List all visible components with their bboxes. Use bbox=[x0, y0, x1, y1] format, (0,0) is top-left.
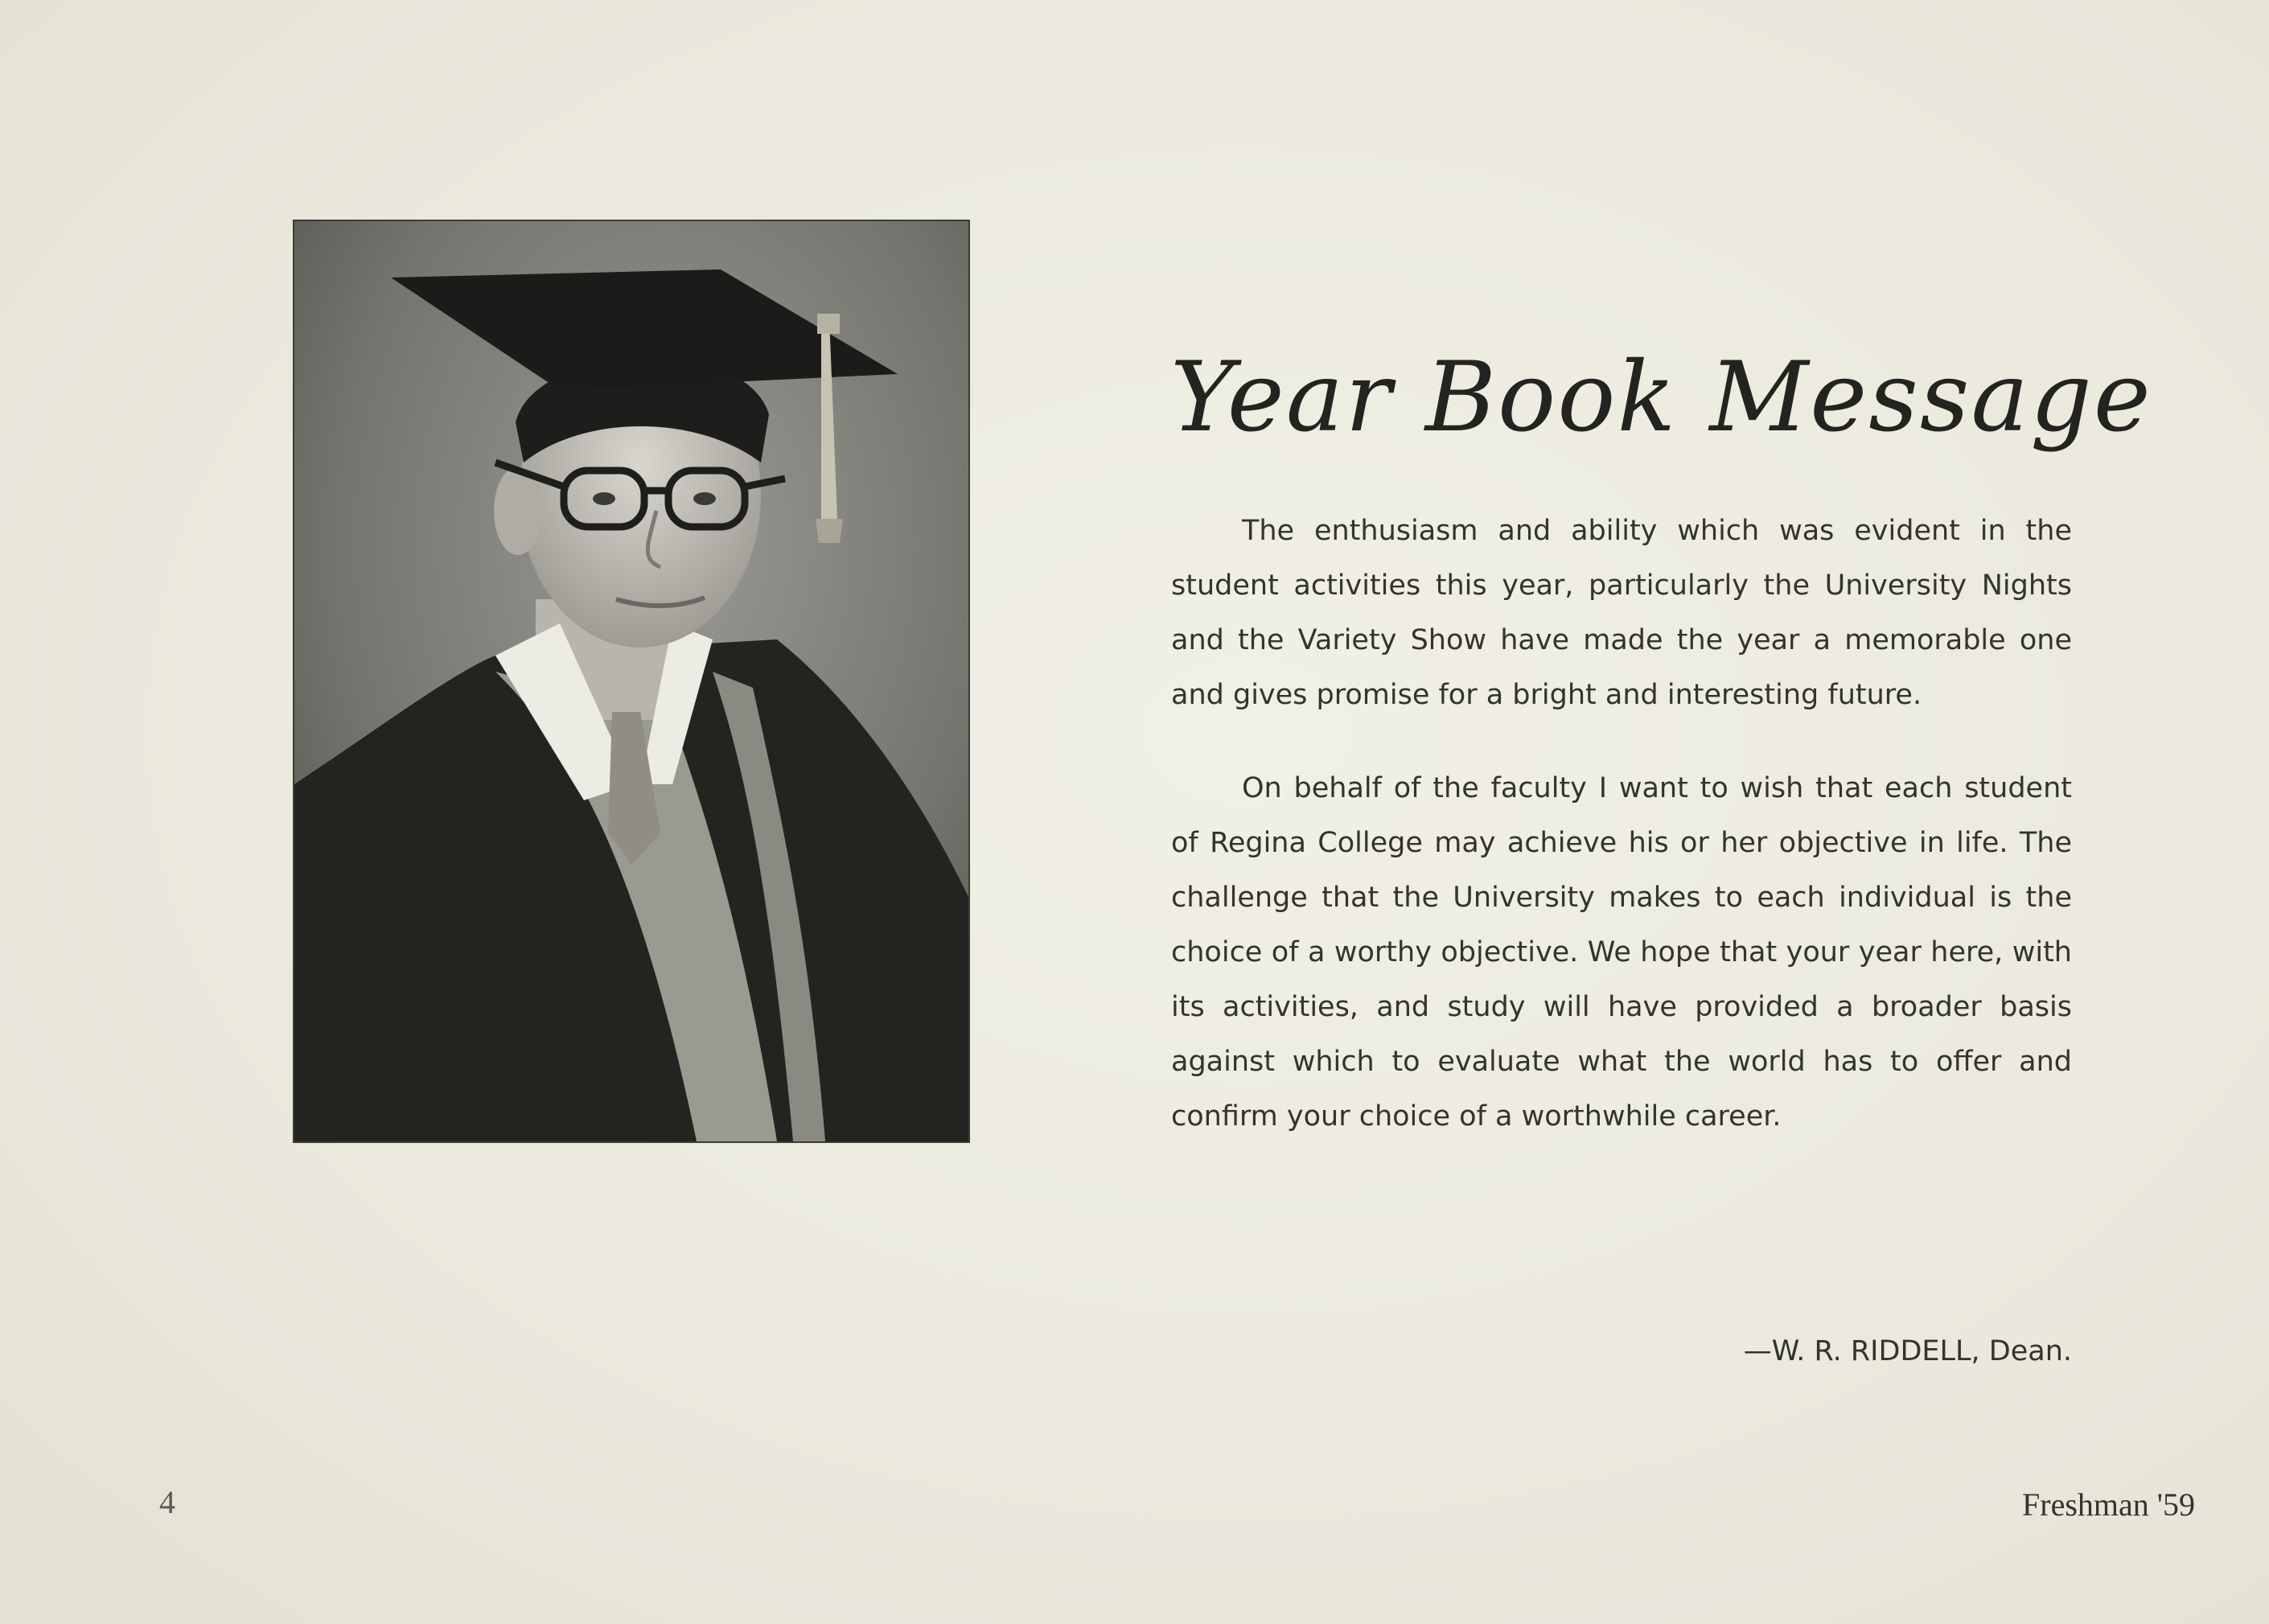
portrait-photo bbox=[294, 221, 968, 1141]
signature: —W. R. RIDDELL, Dean. bbox=[1743, 1335, 2072, 1367]
page-title: Year Book Message bbox=[1170, 342, 2152, 454]
message-body bbox=[1171, 504, 2072, 1144]
page-number: 4 bbox=[159, 1484, 175, 1520]
publication-title: Freshman '59 bbox=[2022, 1486, 2195, 1523]
message-paragraph: On behalf of the faculty I want to wish that each student of Regina College may achieve his or her objective in life. The challenge that the University makes to each individual is the choice of a worthy objective. We hope that your year here, with its activities, and study will have provided a broader basis against which to evaluate what the world has to offer and confirm your choice of a worthwhile career. bbox=[1171, 772, 2072, 1133]
message-paragraph: The enthusiasm and ability which was evident in the student activities this year, particularly the University Nights and the Variety Show have made the year a memorable one and gives promise for a bright and interesting future. bbox=[1171, 515, 2072, 711]
portrait-illustration bbox=[294, 221, 968, 1141]
